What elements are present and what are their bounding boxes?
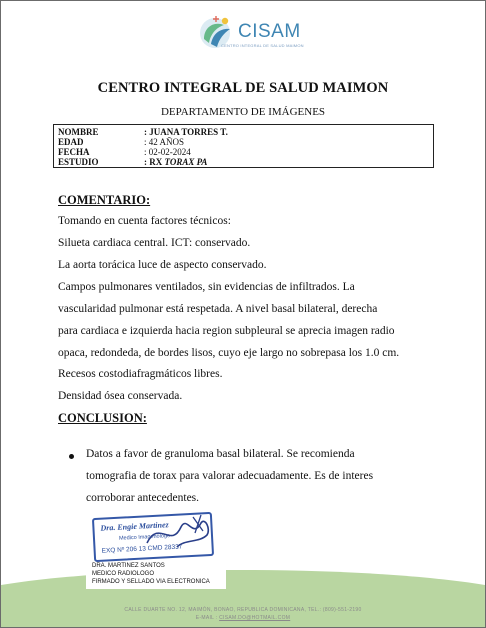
conclusion-line: corroborar antecedentes. xyxy=(86,492,200,504)
logo-tagline: CENTRO INTEGRAL DE SALUD MAIMON xyxy=(221,43,304,48)
signature-icon xyxy=(141,509,217,555)
comment-heading: COMENTARIO: xyxy=(58,193,151,207)
signer-name: DRA. MARTINEZ SANTOS xyxy=(92,563,165,569)
study-label: ESTUDIO xyxy=(58,157,99,167)
comment-line: La aorta torácica luce de aspecto conservado. xyxy=(58,259,267,271)
age-label: EDAD xyxy=(58,137,84,147)
footer-email-label: E-MAIL : xyxy=(195,615,220,621)
date-value: : 02-02-2024 xyxy=(144,147,191,157)
document-title: CENTRO INTEGRAL DE SALUD MAIMON xyxy=(97,80,389,96)
study-value-italic: TORAX PA xyxy=(164,157,208,167)
stamp-number: EXQ Nº 206 13 CMD 28337 xyxy=(101,543,183,555)
footer-address: CALLE DUARTE NO. 12, MAIMÓN, BONAO, REPUBLICA DOMINICANA, TEL.: (809)-551-2190 xyxy=(124,607,362,613)
logo-wordmark: CISAM xyxy=(238,21,301,42)
footer-email-link[interactable]: CISAM.DO@HOTMAIL.COM xyxy=(219,615,291,621)
patient-info-box xyxy=(53,124,434,168)
comment-line: Silueta cardiaca central. ICT: conservado. xyxy=(58,237,251,249)
conclusion-line: Datos a favor de granuloma basal bilateral. Se recomienda xyxy=(86,448,355,460)
signature-note: FIRMADO Y SELLADO VIA ELECTRONICA xyxy=(92,579,210,585)
department-name: DEPARTAMENTO DE IMÁGENES xyxy=(160,106,326,118)
stamp-role: Medico Imagenólogo xyxy=(118,533,171,542)
bullet-icon xyxy=(69,454,74,459)
comment-line: para cardiaca e izquierda hacia region subpleural se aprecia imagen radio xyxy=(58,325,395,337)
conclusion-heading: CONCLUSION: xyxy=(58,411,147,425)
signer-title: MEDICO RADIOLOGO xyxy=(92,571,155,577)
comment-line: vascularidad pulmonar está respetada. A nivel basal bilateral, derecha xyxy=(58,303,378,315)
name-label: NOMBRE xyxy=(58,127,99,137)
footer-email-line xyxy=(1,615,485,621)
comment-line: opaca, redondeda, de bordes lisos, cuyo eje largo no sobrepasa los 1.0 cm. xyxy=(58,347,400,359)
age-value: : 42 AÑOS xyxy=(144,137,185,147)
study-value-prefix: : RX xyxy=(144,157,165,167)
comment-line: Campos pulmonares ventilados, sin evidencias de infiltrados. La xyxy=(58,281,355,293)
comment-line: Recesos costodiafragmáticos libres. xyxy=(58,368,223,380)
cisam-logo xyxy=(194,13,314,53)
stamp-name: Dra. Engie Martinez xyxy=(100,520,169,533)
comment-line: Tomando en cuenta factores técnicos: xyxy=(58,215,231,227)
conclusion-line: tomografia de torax para valorar adecuadamente. Es de interes xyxy=(86,470,374,482)
comment-line: Densidad ósea conservada. xyxy=(58,390,183,402)
signature-caption xyxy=(86,563,226,589)
study-value xyxy=(144,157,207,168)
date-label: FECHA xyxy=(58,147,90,157)
name-value: : JUANA TORRES T. xyxy=(144,127,228,137)
